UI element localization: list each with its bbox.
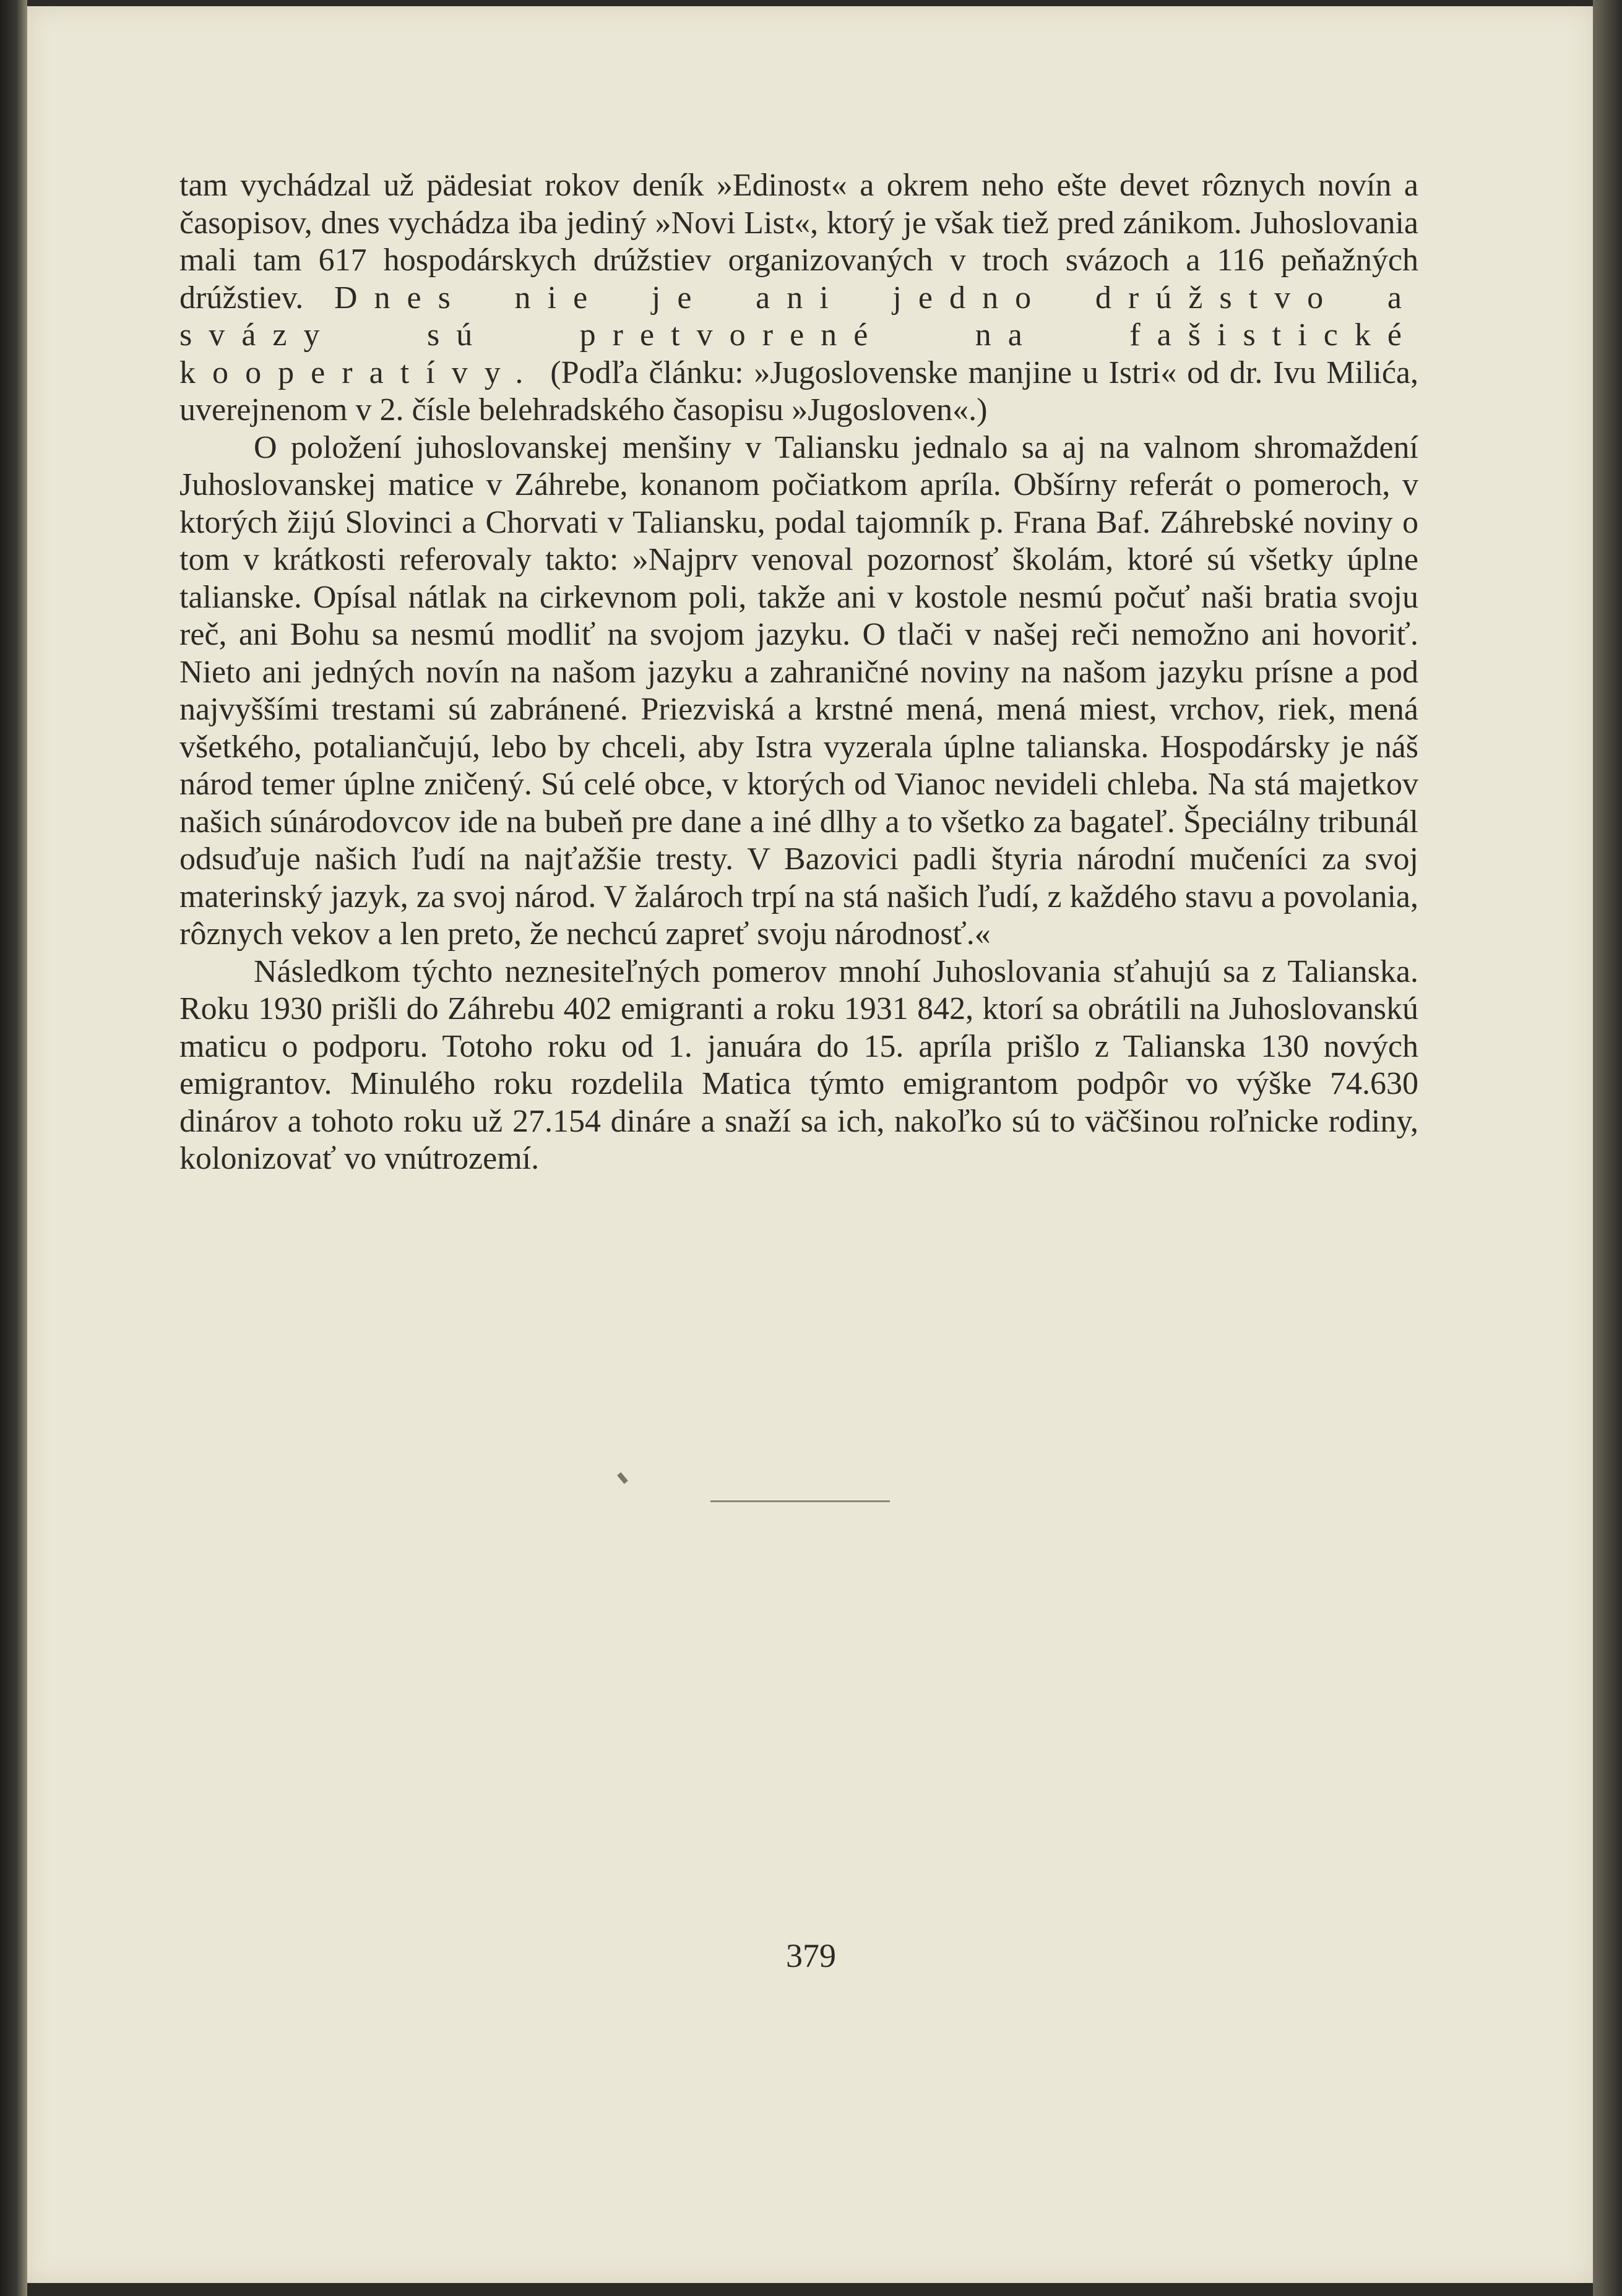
paragraph-1-segment-1: tam vychádzal už pädesiat rokov deník »Edinost« a okrem neho ešte devet rôznych novín a časopisov, dnes vychádza iba jediný »Novi List«, ktorý je však tiež pred zánikom. Juhoslovania mali tam 617 hospodárskych drúžstiev organizovaných v troch svázoch a 116 peňažných drúžstiev. xyxy=(179,168,1418,316)
section-end-rule xyxy=(710,1500,890,1502)
page-number: 379 xyxy=(786,1937,836,1974)
paragraph-1 xyxy=(179,167,1418,429)
paragraph-1-spaced-emphasis: Dnes nie je ani jedno drúžstvo a svázy sú pretvorené na fašistické kooperatívy. xyxy=(179,280,1419,390)
body-text xyxy=(179,167,1418,1178)
paragraph-2: O položení juhoslovanskej menšiny v Taliansku jednalo sa aj na valnom shromaždení Juhoslovanskej matice v Záhrebe, konanom počiatkom apríla. Obšírny referát o pomeroch, v ktorých žijú Slovinci a Chorvati v Taliansku, podal tajomník p. Frana Baf. Záhrebské noviny o tom v krátkosti referovaly takto: »Najprv venoval pozornosť školám, ktoré sú všetky úplne talianske. Opísal nátlak na cirkevnom poli, takže ani v kostole nesmú počuť naši bratia svoju reč, ani Bohu sa nesmú modliť na svojom jazyku. O tlači v našej reči nemožno ani hovoriť. Nieto ani jedných novín na našom jazyku a zahraničné noviny na našom jazyku prísne a pod najvyššími trestami sú zabránené. Priezviská a krstné mená, mená miest, vrchov, riek, mená všetkého, potaliančujú, lebo by chceli, aby Istra vyzerala úplne talianska. Hospodársky je náš národ temer úplne zničený. Sú celé obce, v ktorých od Vianoc nevideli chleba. Na stá majetkov našich súnárodovcov ide na bubeň pre dane a iné dlhy a to všetko za bagateľ. Špeciálny tribunál odsuďuje našich ľudí na najťažšie tresty. V Bazovici padli štyria národní mučeníci za svoj materinský jazyk, za svoj národ. V žalároch trpí na stá našich ľudí, z každého stavu a povolania, rôznych vekov a len preto, že nechcú zapreť svoju národnosť.« xyxy=(179,429,1418,952)
paragraph-1-segment-3: (Podľa článku: »Jugoslovenske manjine u Istri« od dr. Ivu Milića, uverejnenom v 2. čísle belehradského časopisu »Jugosloven«.) xyxy=(179,355,1418,428)
paragraph-3: Následkom týchto neznesiteľných pomerov mnohí Juhoslovania sťahujú sa z Talianska. Roku 1930 prišli do Záhrebu 402 emigranti a roku 1931 842, ktorí sa obrátili na Juhoslovanskú maticu o podporu. Totoho roku od 1. januára do 15. apríla prišlo z Talianska 130 nových emigrantov. Minulého roku rozdelila Matica týmto emigrantom podpôr vo výške 74.630 dinárov a tohoto roku už 27.154 dináre a snaží sa ich, nakoľko sú to väčšinou roľnicke rodiny, kolonizovať vo vnútrozemí. xyxy=(179,953,1418,1176)
